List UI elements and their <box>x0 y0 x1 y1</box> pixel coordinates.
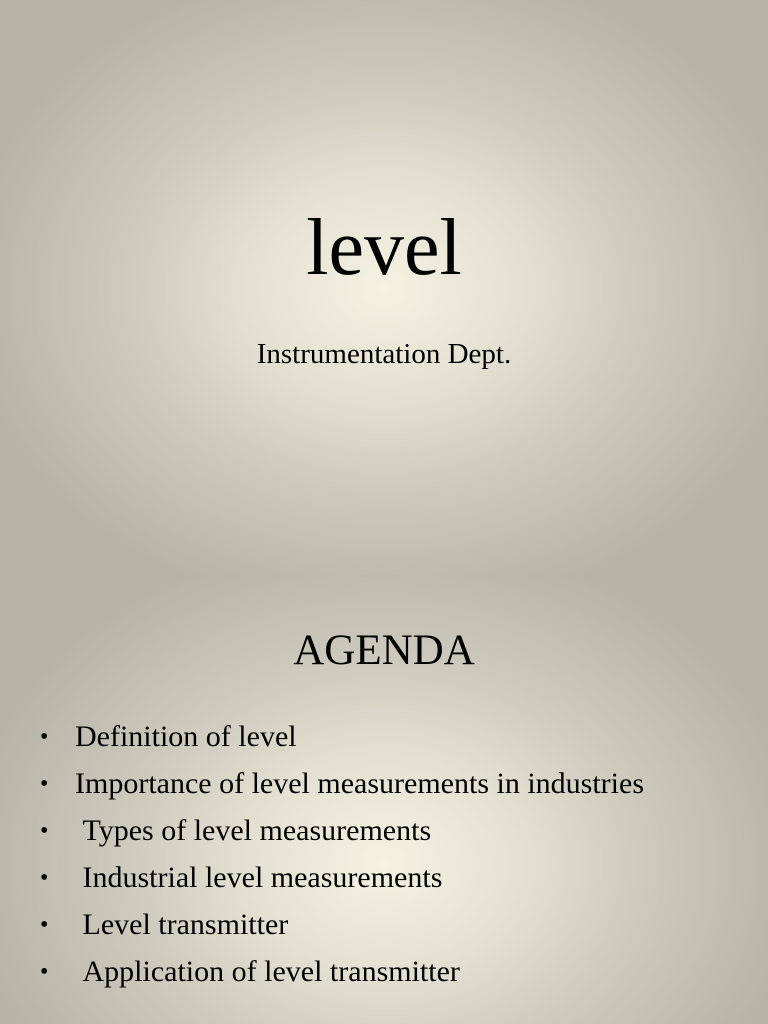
agenda-slide <box>0 576 768 1024</box>
agenda-item-text: Level transmitter <box>75 908 289 941</box>
agenda-item-text: Types of level measurements <box>75 814 432 847</box>
agenda-item-text: Definition of level <box>75 720 297 753</box>
agenda-item-text: Importance of level measurements in industries <box>75 767 644 800</box>
agenda-item <box>40 857 720 899</box>
agenda-item <box>40 904 720 946</box>
agenda-list <box>40 716 720 998</box>
slide-title: level <box>306 204 462 292</box>
agenda-item <box>40 810 720 852</box>
agenda-item <box>40 951 720 993</box>
bullet-icon: • <box>40 771 49 797</box>
agenda-heading: AGENDA <box>293 627 475 674</box>
bullet-icon: • <box>40 724 49 750</box>
bullet-icon: • <box>40 912 49 938</box>
agenda-item <box>40 716 720 758</box>
bullet-icon: • <box>40 959 49 985</box>
slide-subtitle: Instrumentation Dept. <box>256 338 512 370</box>
bullet-icon: • <box>40 818 49 844</box>
bullet-icon: • <box>40 865 49 891</box>
agenda-item-text: Industrial level measurements <box>75 861 443 894</box>
agenda-item <box>40 763 720 805</box>
agenda-item-text: Application of level transmitter <box>75 955 460 988</box>
